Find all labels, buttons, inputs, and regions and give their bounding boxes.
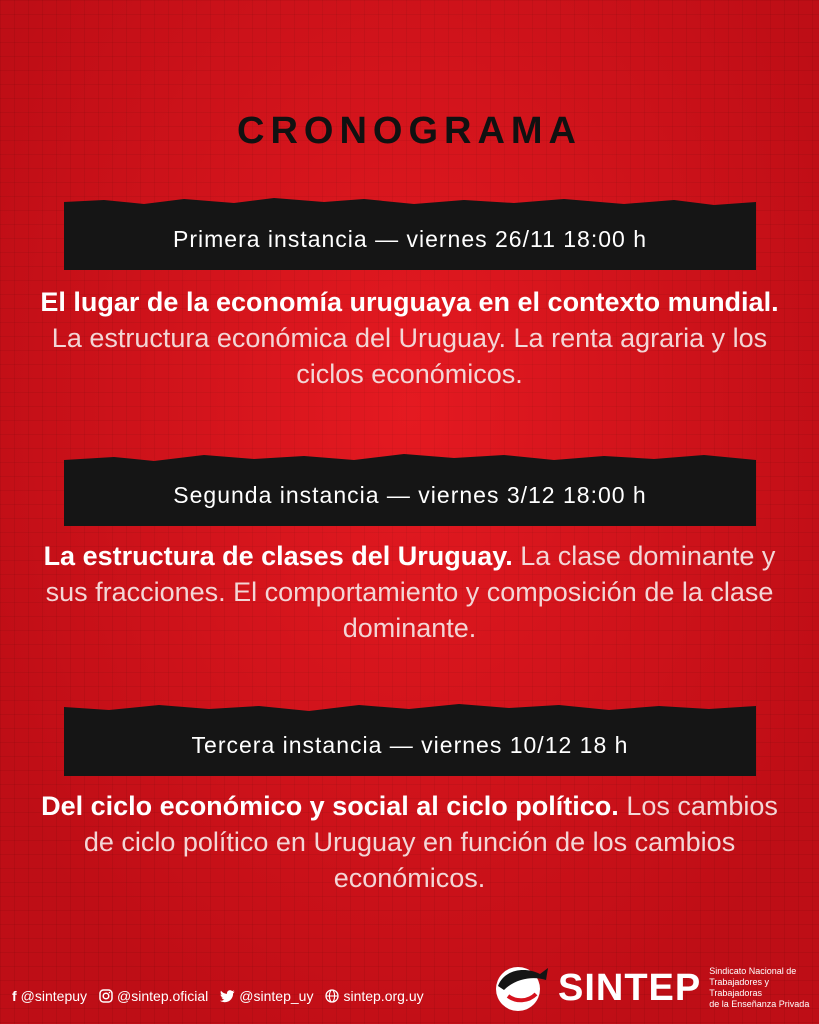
instagram-handle: @sintep.oficial <box>117 988 209 1004</box>
brand-line: Sindicato Nacional de <box>709 966 797 976</box>
facebook-link[interactable] <box>12 988 87 1004</box>
twitter-icon <box>220 990 235 1003</box>
social-footer <box>12 988 436 1004</box>
session-banner-1 <box>64 196 756 270</box>
session-text: Los cambios de ciclo político en Uruguay en función de los cambios económicos. <box>83 791 778 893</box>
sintep-brand <box>494 962 819 1014</box>
session-banner-3 <box>64 702 756 776</box>
twitter-link[interactable] <box>220 988 313 1004</box>
website-link[interactable] <box>325 988 423 1004</box>
session-title: Del ciclo económico y social al ciclo político. <box>41 791 619 821</box>
instagram-link[interactable] <box>99 988 208 1004</box>
brand-line: Trabajadores y Trabajadoras <box>709 977 769 998</box>
session-label: Tercera instancia — viernes 10/12 18 h <box>191 732 629 758</box>
website-url: sintep.org.uy <box>343 988 424 1004</box>
facebook-icon: f <box>12 988 17 1004</box>
sintep-logo-icon <box>494 962 550 1014</box>
facebook-handle: @sintepuy <box>20 988 88 1004</box>
session-text: La clase dominante y sus fracciones. El comportamiento y composición de la clase dominante. <box>45 541 776 643</box>
session-description-2 <box>40 538 779 646</box>
globe-icon <box>325 989 339 1003</box>
session-text: La estructura económica del Uruguay. La renta agraria y los ciclos económicos. <box>51 323 768 389</box>
brand-name: SINTEP <box>558 966 702 1009</box>
brand-line: de la Enseñanza Privada <box>709 999 810 1009</box>
page-title: CRONOGRAMA <box>237 110 582 152</box>
brand-description <box>709 966 819 1010</box>
session-label: Segunda instancia — viernes 3/12 18:00 h <box>173 482 647 508</box>
twitter-handle: @sintep_uy <box>239 988 314 1004</box>
instagram-icon <box>99 989 113 1003</box>
session-title: El lugar de la economía uruguaya en el contexto mundial. <box>40 287 779 317</box>
session-label: Primera instancia — viernes 26/11 18:00 h <box>173 226 647 252</box>
session-title: La estructura de clases del Uruguay. <box>43 541 513 571</box>
session-description-3 <box>40 788 779 896</box>
session-banner-2 <box>64 452 756 526</box>
session-description-1 <box>40 284 779 392</box>
